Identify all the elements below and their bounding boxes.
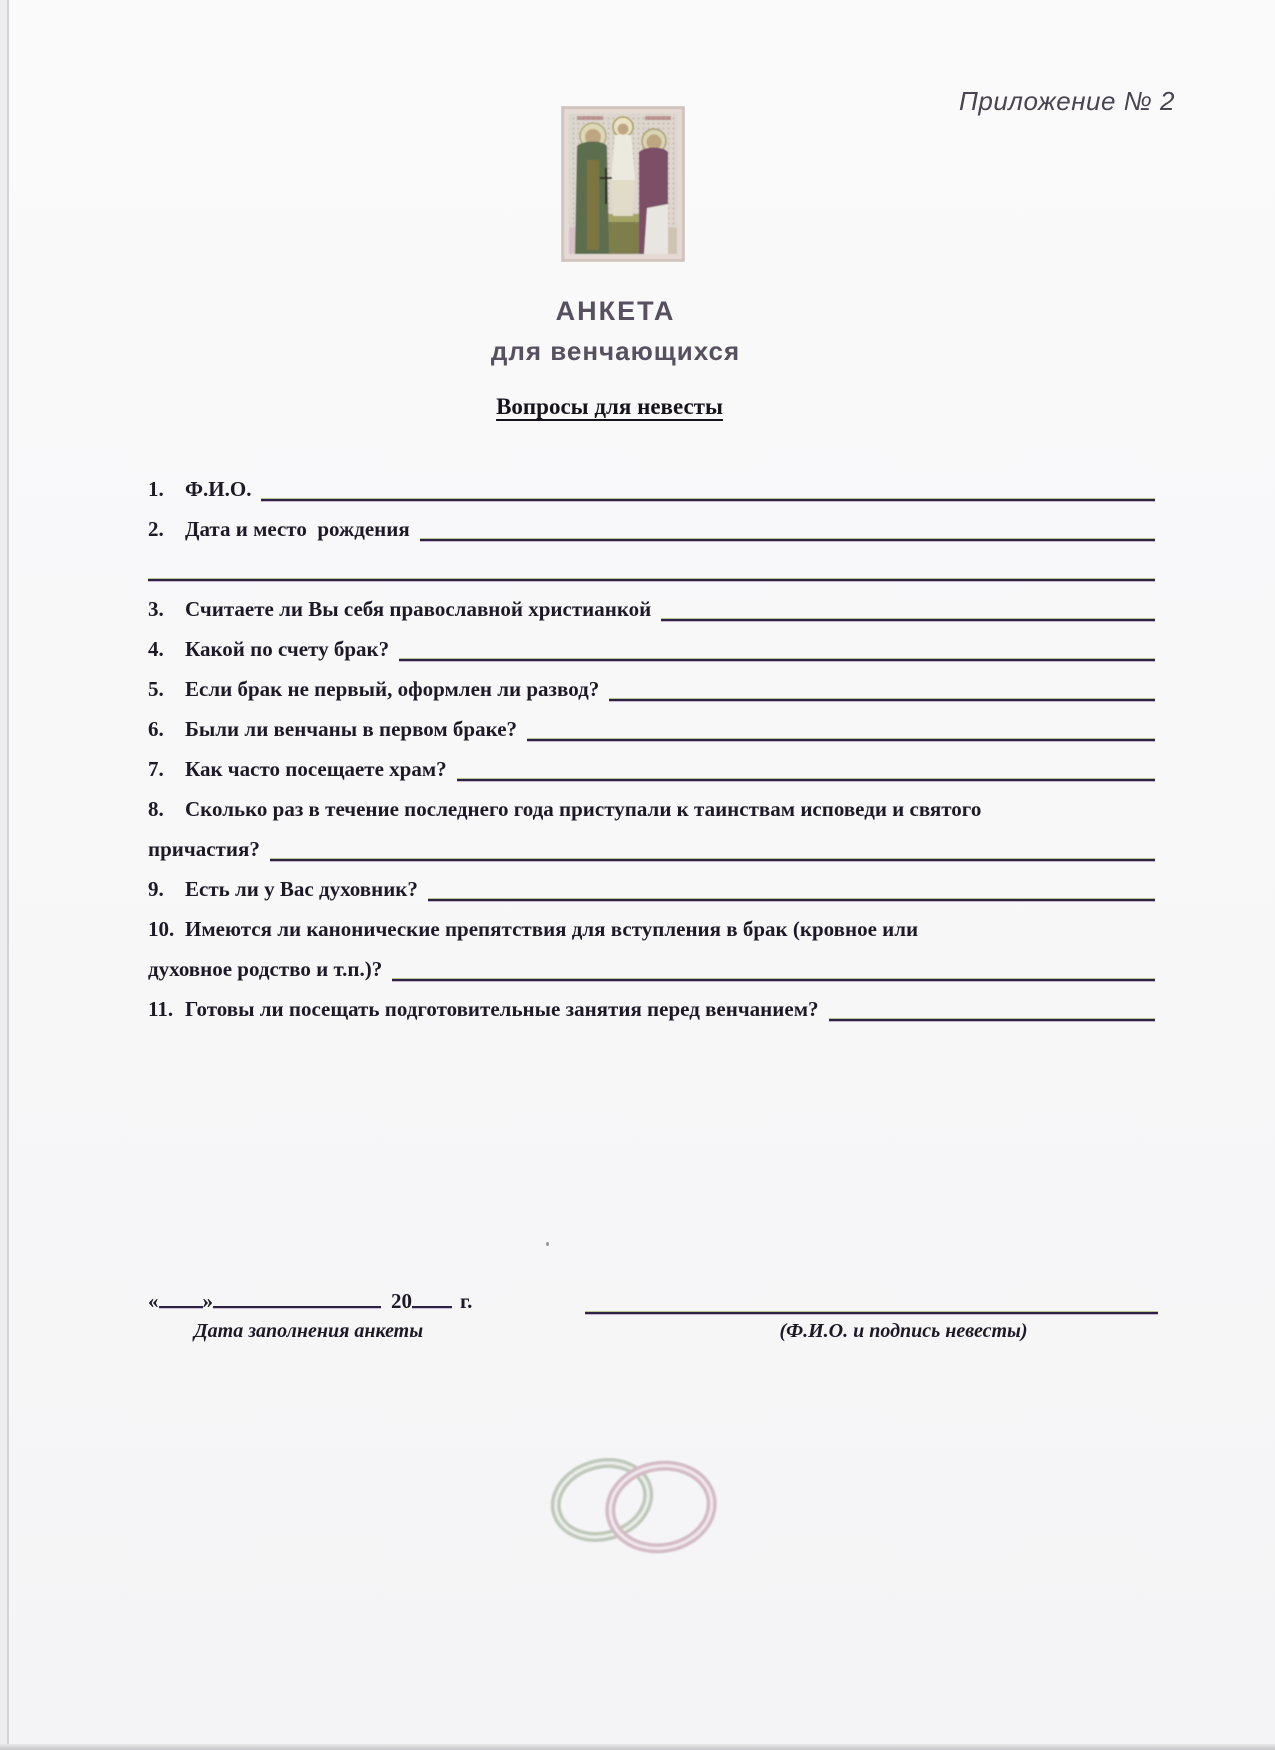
- question-text: Считаете ли Вы себя православной христианкой: [185, 597, 652, 621]
- question-number: 4.: [148, 637, 164, 661]
- question-text: Готовы ли посещать подготовительные занятия перед венчанием?: [185, 997, 819, 1021]
- question-text: Есть ли у Вас духовник?: [185, 877, 418, 901]
- fill-in-line: [527, 739, 1155, 741]
- fill-in-line: [399, 659, 1155, 661]
- question-number: 2.: [148, 517, 164, 541]
- signature-line: [585, 1312, 1158, 1314]
- question-number: 5.: [148, 677, 164, 701]
- saints-icon: [561, 106, 685, 262]
- question-number: 11.: [148, 997, 174, 1021]
- question-row: [148, 668, 1155, 708]
- fill-in-line: [261, 499, 1155, 501]
- question-text: Дата и место рождения: [185, 517, 410, 541]
- year-prefix: 20: [391, 1289, 412, 1313]
- question-text: Были ли венчаны в первом браке?: [185, 717, 518, 741]
- fill-in-line: [661, 619, 1155, 621]
- appendix-label: Приложение № 2: [959, 86, 1175, 116]
- question-number: 10.: [148, 917, 175, 941]
- question-row: [148, 628, 1155, 668]
- question-text-continued: причастия?: [148, 837, 260, 861]
- question-row-continued: [148, 948, 1155, 988]
- question-text: Какой по счету брак?: [185, 637, 390, 661]
- question-row: [148, 468, 1155, 508]
- fill-in-line: [392, 979, 1155, 981]
- question-row: [148, 508, 1155, 548]
- questions-list: [148, 468, 1155, 1028]
- fill-in-line: [457, 779, 1155, 781]
- question-number: 1.: [148, 477, 164, 501]
- question-number: 7.: [148, 757, 164, 781]
- date-year-line: [412, 1286, 452, 1308]
- question-row: [148, 868, 1155, 908]
- question-text: Как часто посещаете храм?: [185, 757, 447, 781]
- question-number: 6.: [148, 717, 164, 741]
- fill-in-line: [609, 699, 1155, 701]
- form-title-block: [0, 296, 1231, 367]
- fill-in-line-row: [148, 548, 1155, 588]
- question-text: Сколько раз в течение последнего года приступали к таинствам исповеди и святого: [185, 797, 982, 821]
- form-subtitle: для венчающихся: [490, 336, 741, 366]
- footer-block: [148, 1286, 1158, 1343]
- form-title: АНКЕТА: [555, 296, 676, 326]
- question-number: 8.: [148, 797, 164, 821]
- scan-speck: [546, 1242, 549, 1246]
- scan-edge-bottom: [0, 1744, 1275, 1750]
- date-month-line: [213, 1286, 381, 1308]
- date-day-line: [159, 1286, 203, 1308]
- fill-in-line: [829, 1019, 1156, 1021]
- question-row: [148, 908, 1155, 948]
- close-quote: »: [202, 1289, 213, 1313]
- fill-in-line: [270, 859, 1155, 861]
- question-text: Имеются ли канонические препятствия для вступления в брак (кровное или: [185, 917, 919, 941]
- open-quote: «: [148, 1289, 159, 1313]
- question-text: Ф.И.О.: [185, 477, 252, 501]
- signature-caption: (Ф.И.О. и подпись невесты): [779, 1320, 1028, 1342]
- question-text-continued: духовное родство и т.п.)?: [148, 957, 383, 981]
- fill-in-line: [148, 579, 1155, 581]
- section-heading: Вопросы для невесты: [496, 394, 723, 419]
- question-row: [148, 748, 1155, 788]
- question-row-continued: [148, 828, 1155, 868]
- wedding-rings-image: [540, 1445, 725, 1565]
- fill-in-line: [420, 539, 1155, 541]
- question-number: 9.: [148, 877, 164, 901]
- date-caption: Дата заполнения анкеты: [194, 1320, 424, 1342]
- question-number: 3.: [148, 597, 164, 621]
- scan-edge-left: [0, 0, 7, 1750]
- year-suffix: г.: [460, 1289, 473, 1313]
- fill-in-line: [428, 899, 1155, 901]
- signature-field: [585, 1286, 1158, 1343]
- question-row: [148, 788, 1155, 828]
- question-text: Если брак не первый, оформлен ли развод?: [185, 677, 600, 701]
- question-row: [148, 708, 1155, 748]
- scan-edge-left-line: [7, 0, 9, 1750]
- question-row: [148, 588, 1155, 628]
- question-row: [148, 988, 1155, 1028]
